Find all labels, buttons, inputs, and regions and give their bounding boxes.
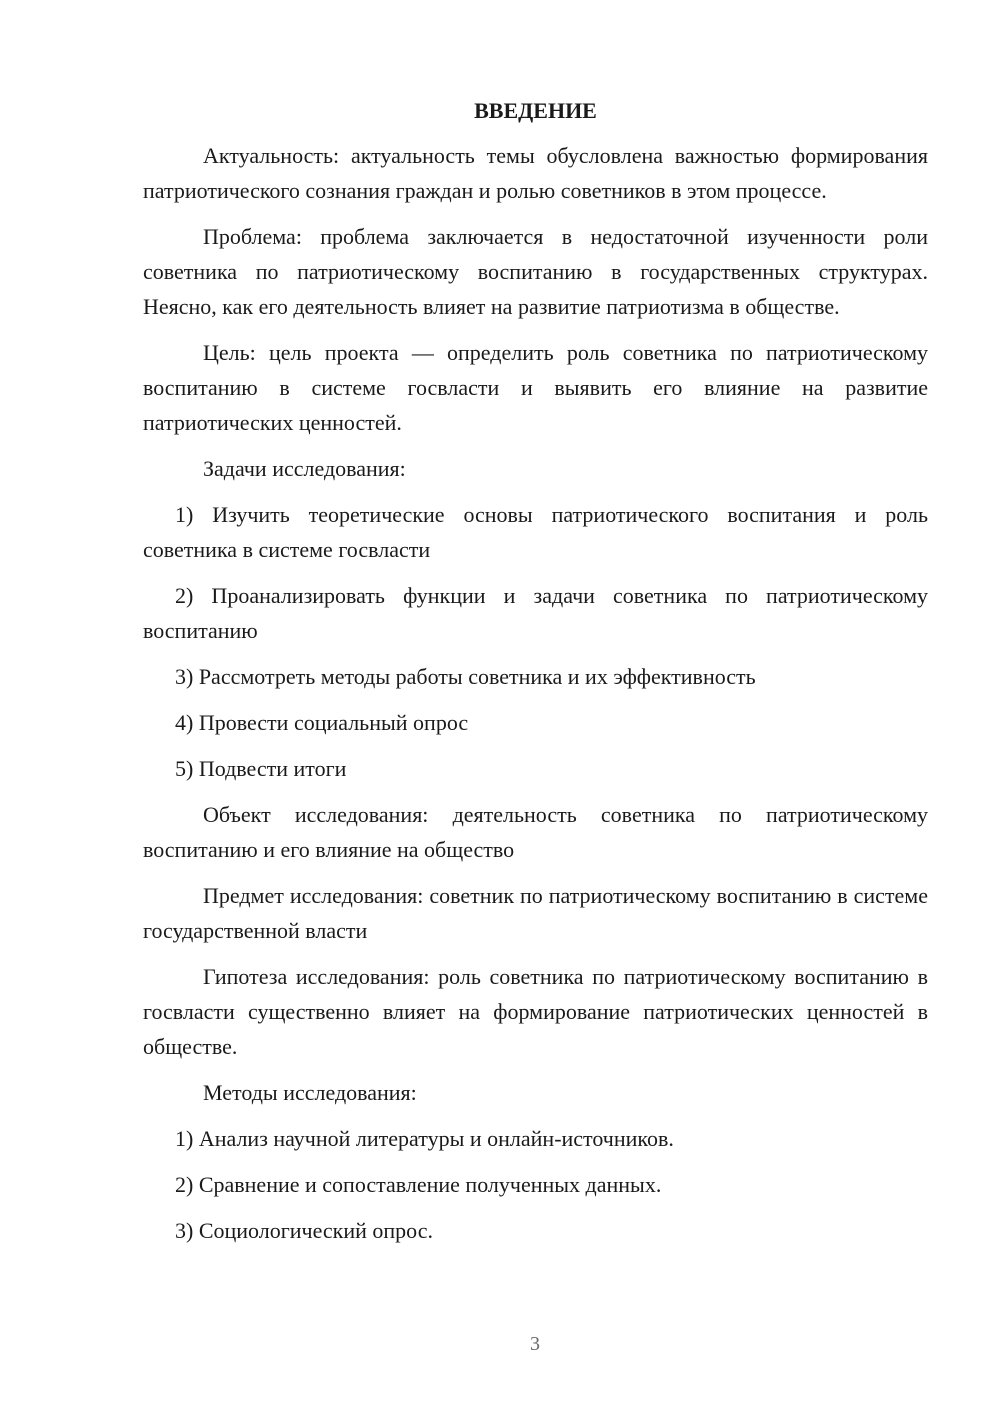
page-number: 3 bbox=[530, 1333, 540, 1355]
tasks-heading: Задачи исследования: bbox=[203, 456, 406, 481]
paragraph-relevance: Актуальность: актуальность темы обусловлена важностью формирования патриотического сознания граждан и ролью советников в этом процессе. bbox=[143, 143, 928, 203]
method-item-3: 3) Социологический опрос. bbox=[175, 1218, 433, 1243]
paragraph-object: Объект исследования: деятельность советника по патриотическому воспитанию и его влияние на общество bbox=[143, 802, 928, 862]
methods-heading: Методы исследования: bbox=[203, 1080, 417, 1105]
task-item-1: 1) Изучить теоретические основы патриотического воспитания и роль советника в системе госвласти bbox=[143, 502, 928, 562]
paragraph-hypothesis: Гипотеза исследования: роль советника по патриотическому воспитанию в госвласти существенно влияет на формирование патриотических ценностей в обществе. bbox=[143, 964, 928, 1059]
paragraph-subject: Предмет исследования: советник по патриотическому воспитанию в системе государственной власти bbox=[143, 883, 928, 943]
method-item-1: 1) Анализ научной литературы и онлайн-источников. bbox=[175, 1126, 674, 1151]
task-item-5: 5) Подвести итоги bbox=[175, 756, 347, 781]
document-page bbox=[143, 94, 928, 1259]
method-item-2: 2) Сравнение и сопоставление полученных данных. bbox=[175, 1172, 662, 1197]
document-title: ВВЕДЕНИЕ bbox=[474, 98, 597, 123]
paragraph-problem: Проблема: проблема заключается в недостаточной изученности роли советника по патриотическому воспитанию в государственных структурах. Неясно, как его деятельность влияет на развитие патриотизма в обществе. bbox=[143, 224, 928, 319]
task-item-4: 4) Провести социальный опрос bbox=[175, 710, 469, 735]
task-item-3: 3) Рассмотреть методы работы советника и их эффективность bbox=[175, 664, 756, 689]
task-item-2: 2) Проанализировать функции и задачи советника по патриотическому воспитанию bbox=[143, 583, 928, 643]
paragraph-goal: Цель: цель проекта — определить роль советника по патриотическому воспитанию в системе госвласти и выявить его влияние на развитие патриотических ценностей. bbox=[143, 340, 928, 435]
